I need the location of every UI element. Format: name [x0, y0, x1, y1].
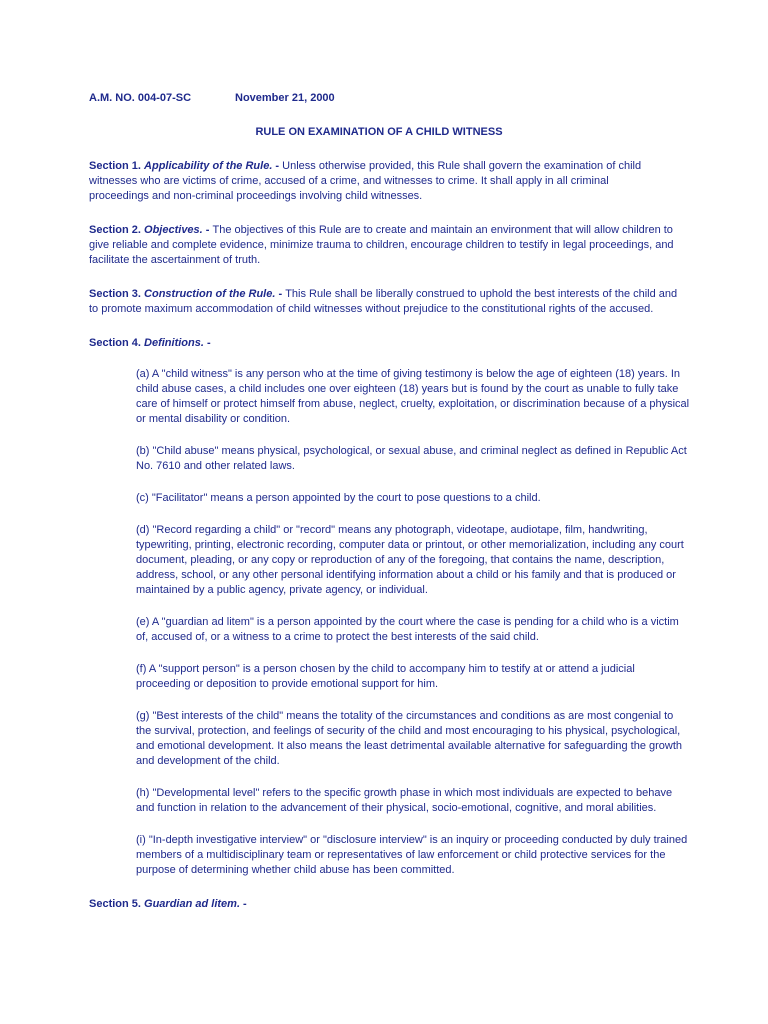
definition-item: (h) "Developmental level" refers to the specific growth phase in which most individuals are expected to behave and function in relation to the advancement of their physical, socio-emotional, cognitive, and moral abilities. [136, 787, 673, 814]
section-dash: - [240, 898, 247, 910]
document-header [89, 91, 689, 106]
am-number: A.M. NO. 004-07-SC [89, 92, 192, 104]
section-dash: - [275, 288, 286, 300]
definition-item: (a) A "child witness" is any person who at the time of giving testimony is below the age of eighteen (18) years. In child abuse cases, a child includes one over eighteen (18) years but is found by the court as unable to fully take care of himself or protect himself from abuse, neglect, cruelty, exploitation, or discrimination because of a physical or mental disability or condition. [136, 368, 690, 425]
section-dash: - [272, 160, 283, 172]
section-heading: Objectives. [144, 224, 203, 236]
section-5 [89, 897, 689, 912]
definition-item: (b) "Child abuse" means physical, psychological, or sexual abuse, and criminal neglect as defined in Republic Act No. 7610 and other related laws. [136, 445, 687, 472]
section-dash: - [203, 337, 211, 349]
section-body: Unless otherwise provided, this Rule shall govern the examination of child witnesses who are victims of crime, accused of a crime, and witnesses to crime. It shall apply in all criminal proceedings and non-criminal proceedings involving child witnesses. [89, 160, 642, 202]
section-1 [89, 159, 661, 204]
document-title: RULE ON EXAMINATION OF A CHILD WITNESS [255, 126, 503, 138]
section-heading: Definitions. [144, 337, 204, 349]
section-heading: Guardian ad litem. [144, 898, 240, 910]
definition-item: (i) "In-depth investigative interview" or "disclosure interview" is an inquiry or proceeding conducted by duly trained members of a multidisciplinary team or representatives of law enforcement or child protective services for the purpose of determining whether child abuse has been committed. [136, 834, 688, 876]
section-4 [89, 336, 689, 351]
definition-item: (c) "Facilitator" means a person appointed by the court to pose questions to a child. [136, 492, 541, 504]
document-date: November 21, 2000 [235, 92, 335, 104]
document-page [89, 91, 689, 912]
section-dash: - [202, 224, 213, 236]
section-body: This Rule shall be liberally construed to uphold the best interests of the child and to promote maximum accommodation of child witnesses without prejudice to the constitutional rights of the accused. [89, 288, 678, 315]
section-number: Section 2. [89, 224, 141, 236]
section-number: Section 5. [89, 898, 141, 910]
definitions-list [136, 367, 691, 878]
section-heading: Applicability of the Rule. [144, 160, 273, 172]
definition-item: (f) A "support person" is a person chosen by the child to accompany him to testify at or attend a judicial proceeding or deposition to provide emotional support for him. [136, 663, 635, 690]
definition-item: (d) "Record regarding a child" or "record" means any photograph, videotape, audiotape, film, handwriting, typewriting, printing, electronic recording, computer data or printout, or other memorialization, including any court document, pleading, or any copy or reproduction of any of the foregoing, that contains the name, description, address, school, or any other personal identifying information about a child or his family and that is produced or maintained by a public agency, private agency, or individual. [136, 524, 684, 596]
section-number: Section 1. [89, 160, 141, 172]
section-heading: Construction of the Rule. [144, 288, 276, 300]
section-number: Section 3. [89, 288, 141, 300]
section-3 [89, 287, 679, 317]
definition-item: (g) "Best interests of the child" means the totality of the circumstances and conditions as are most congenial to the survival, protection, and feelings of security of the child and most encouraging to his physical, psychological, and emotional development. It also means the least detrimental available alternative for safeguarding the growth and development of the child. [136, 710, 683, 767]
section-number: Section 4. [89, 337, 141, 349]
section-2 [89, 223, 685, 268]
definition-item: (e) A "guardian ad litem" is a person appointed by the court where the case is pending for a child who is a victim of, accused of, or a witness to a crime to protect the best interests of the said child. [136, 616, 679, 643]
section-body: The objectives of this Rule are to create and maintain an environment that will allow children to give reliable and complete evidence, minimize trauma to children, encourage children to testify in legal proceedings, and facilitate the ascertainment of truth. [89, 224, 674, 266]
